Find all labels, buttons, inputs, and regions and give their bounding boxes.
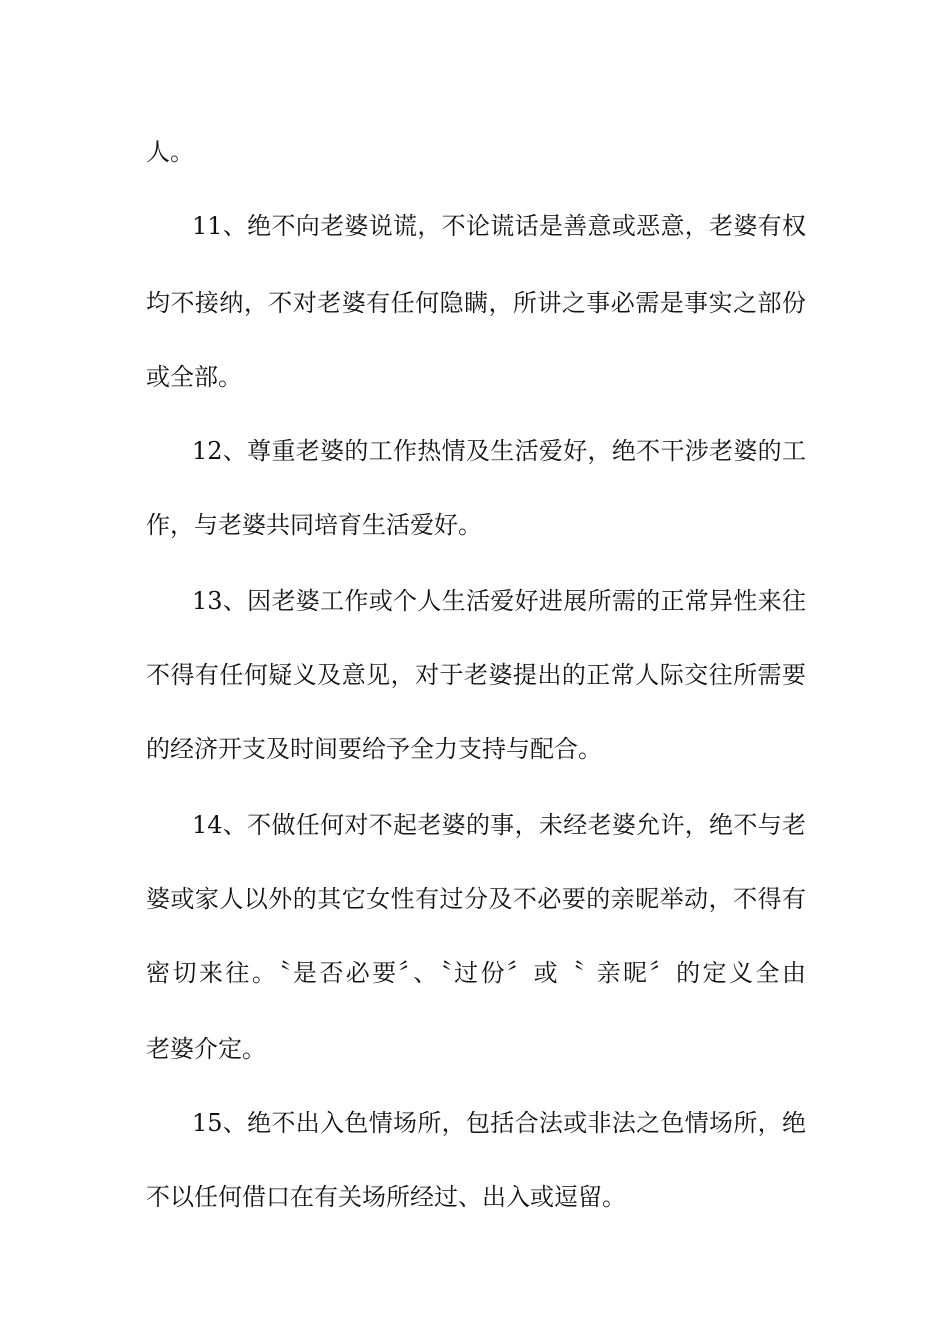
text-line: 14、不做任何对不起老婆的事，未经老婆允许，绝不与老 bbox=[192, 811, 806, 839]
text-line: 均不接纳，不对老婆有任何隐瞒，所讲之事必需是事实之部份 bbox=[146, 289, 806, 317]
text-line: 老婆介定。 bbox=[146, 1035, 266, 1063]
text-line: 人。 bbox=[146, 138, 194, 166]
text-line: 密切来往。〝是否必要〞、〝过份〞或〝 亲昵〞的定义全由 bbox=[146, 959, 806, 987]
text-line: 13、因老婆工作或个人生活爱好进展所需的正常异性来往 bbox=[192, 587, 806, 615]
text-line: 作，与老婆共同培育生活爱好。 bbox=[146, 511, 482, 539]
text-line: 15、绝不出入色情场所，包括合法或非法之色情场所，绝 bbox=[192, 1109, 806, 1137]
text-line: 12、尊重老婆的工作热情及生活爱好，绝不干涉老婆的工 bbox=[192, 437, 806, 465]
text-line: 婆或家人以外的其它女性有过分及不必要的亲昵举动，不得有 bbox=[146, 885, 806, 913]
text-line: 不以任何借口在有关场所经过、出入或逗留。 bbox=[146, 1183, 626, 1211]
text-line: 不得有任何疑义及意见，对于老婆提出的正常人际交往所需要 bbox=[146, 661, 806, 689]
text-line: 的经济开支及时间要给予全力支持与配合。 bbox=[146, 735, 602, 763]
text-line: 或全部。 bbox=[146, 363, 242, 391]
text-line: 11、绝不向老婆说谎，不论谎话是善意或恶意，老婆有权 bbox=[192, 212, 806, 240]
